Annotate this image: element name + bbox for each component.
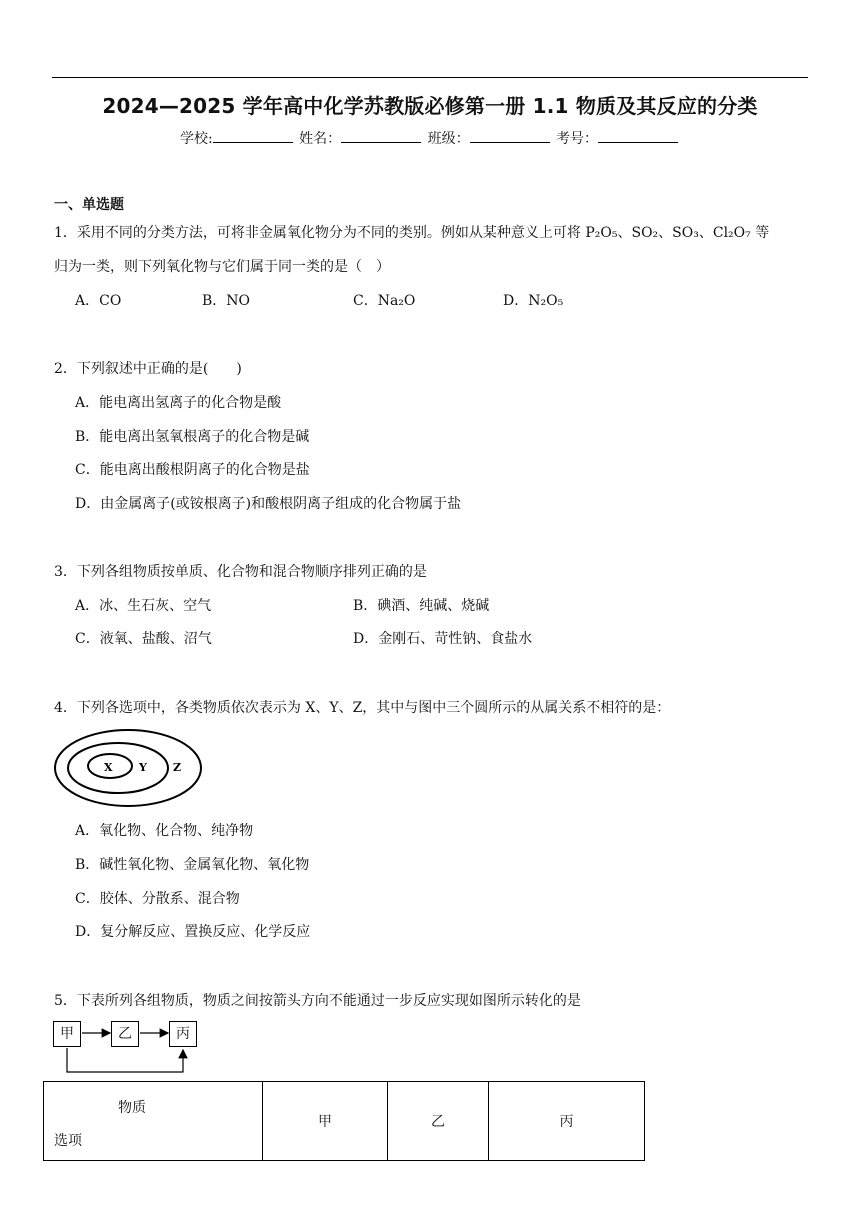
q4-option-d[interactable]: D．复分解反应、置换反应、化学反应 xyxy=(75,924,311,940)
q1-option-b[interactable]: B．NO xyxy=(202,293,251,309)
table-header-row xyxy=(44,1082,645,1161)
q4-option-c[interactable]: C．胶体、分散系、混合物 xyxy=(75,891,240,907)
header-col-yi: 乙 xyxy=(388,1082,489,1161)
q3-option-b[interactable]: B．碘酒、纯碱、烧碱 xyxy=(353,598,490,614)
label-y: Y xyxy=(139,761,147,774)
label-x: X xyxy=(104,761,113,774)
question-number: 2． xyxy=(54,361,77,377)
question-4 xyxy=(54,697,670,717)
question-5 xyxy=(54,990,581,1010)
q2-option-c[interactable]: C．能电离出酸根阴离子的化合物是盐 xyxy=(75,462,310,478)
question-1-line2: 归为一类，则下列氧化物与它们属于同一类的是（ ） xyxy=(54,259,390,275)
circle-y xyxy=(68,743,168,793)
header-material: 物质 xyxy=(118,1100,146,1116)
q3-option-a[interactable]: A．冰、生石灰、空气 xyxy=(75,598,212,614)
student-info-line xyxy=(0,128,860,148)
q4-option-a[interactable]: A．氧化物、化合物、纯净物 xyxy=(75,823,254,839)
flow-box-jia: 甲 xyxy=(53,1021,81,1047)
options-table xyxy=(43,1081,645,1161)
document-title: 2024—2025 学年高中化学苏教版必修第一册 1.1 物质及其反应的分类 xyxy=(102,94,758,118)
q1-option-c[interactable]: C．Na₂O xyxy=(353,293,416,309)
flow-box-bing: 丙 xyxy=(169,1021,197,1047)
header-option: 选项 xyxy=(54,1133,82,1149)
name-label: 姓名： xyxy=(299,131,342,147)
question-1 xyxy=(54,222,769,242)
question-text: 下列各组物质按单质、化合物和混合物顺序排列正确的是 xyxy=(76,564,427,580)
school-blank[interactable] xyxy=(213,130,293,143)
question-number: 3． xyxy=(54,564,77,580)
diagonal-header-cell xyxy=(44,1082,263,1161)
q2-option-d[interactable]: D．由金属离子(或铵根离子)和酸根阴离子组成的化合物属于盐 xyxy=(75,496,462,512)
q2-option-b[interactable]: B．能电离出氢氧根离子的化合物是碱 xyxy=(75,429,310,445)
name-blank[interactable] xyxy=(341,130,421,143)
flow-arrows xyxy=(50,1018,210,1076)
q1-option-a[interactable]: A．CO xyxy=(75,293,122,309)
question-text-line1: 采用不同的分类方法，可将非金属氧化物分为不同的类别。例如从某种意义上可将 P₂O₅、SO₂、SO₃、Cl₂O₇ 等 xyxy=(76,225,770,241)
arrow-jia-to-bing xyxy=(67,1048,183,1072)
question-text: 下表所列各组物质，物质之间按箭头方向不能通过一步反应实现如图所示转化的是 xyxy=(76,993,581,1009)
section-title: 一、单选题 xyxy=(54,197,124,213)
class-label: 班级： xyxy=(427,131,470,147)
question-number: 4． xyxy=(54,700,77,716)
exam-number-label: 考号： xyxy=(556,131,599,147)
exam-number-blank[interactable] xyxy=(598,130,678,143)
question-text: 下列叙述中正确的是( ) xyxy=(76,361,242,377)
flow-box-yi: 乙 xyxy=(111,1021,139,1047)
q3-option-d[interactable]: D．金刚石、苛性钠、食盐水 xyxy=(353,631,533,647)
q1-option-d[interactable]: D．N₂O₅ xyxy=(503,293,564,309)
header-rule xyxy=(52,77,808,78)
label-z: Z xyxy=(173,761,182,774)
header-col-jia: 甲 xyxy=(263,1082,388,1161)
q2-option-a[interactable]: A．能电离出氢离子的化合物是酸 xyxy=(75,395,282,411)
q4-option-b[interactable]: B．碱性氧化物、金属氧化物、氧化物 xyxy=(75,857,310,873)
nested-circles-diagram xyxy=(52,728,206,810)
class-blank[interactable] xyxy=(470,130,550,143)
question-number: 1． xyxy=(54,225,77,241)
q3-option-c[interactable]: C．液氧、盐酸、沼气 xyxy=(75,631,212,647)
question-2 xyxy=(54,358,242,378)
question-number: 5． xyxy=(54,993,77,1009)
school-label: 学校: xyxy=(179,131,213,147)
question-text: 下列各选项中，各类物质依次表示为 X、Y、Z，其中与图中三个圆所示的从属关系不相符的是： xyxy=(76,700,671,716)
header-col-bing: 丙 xyxy=(489,1082,645,1161)
question-3 xyxy=(54,561,427,581)
